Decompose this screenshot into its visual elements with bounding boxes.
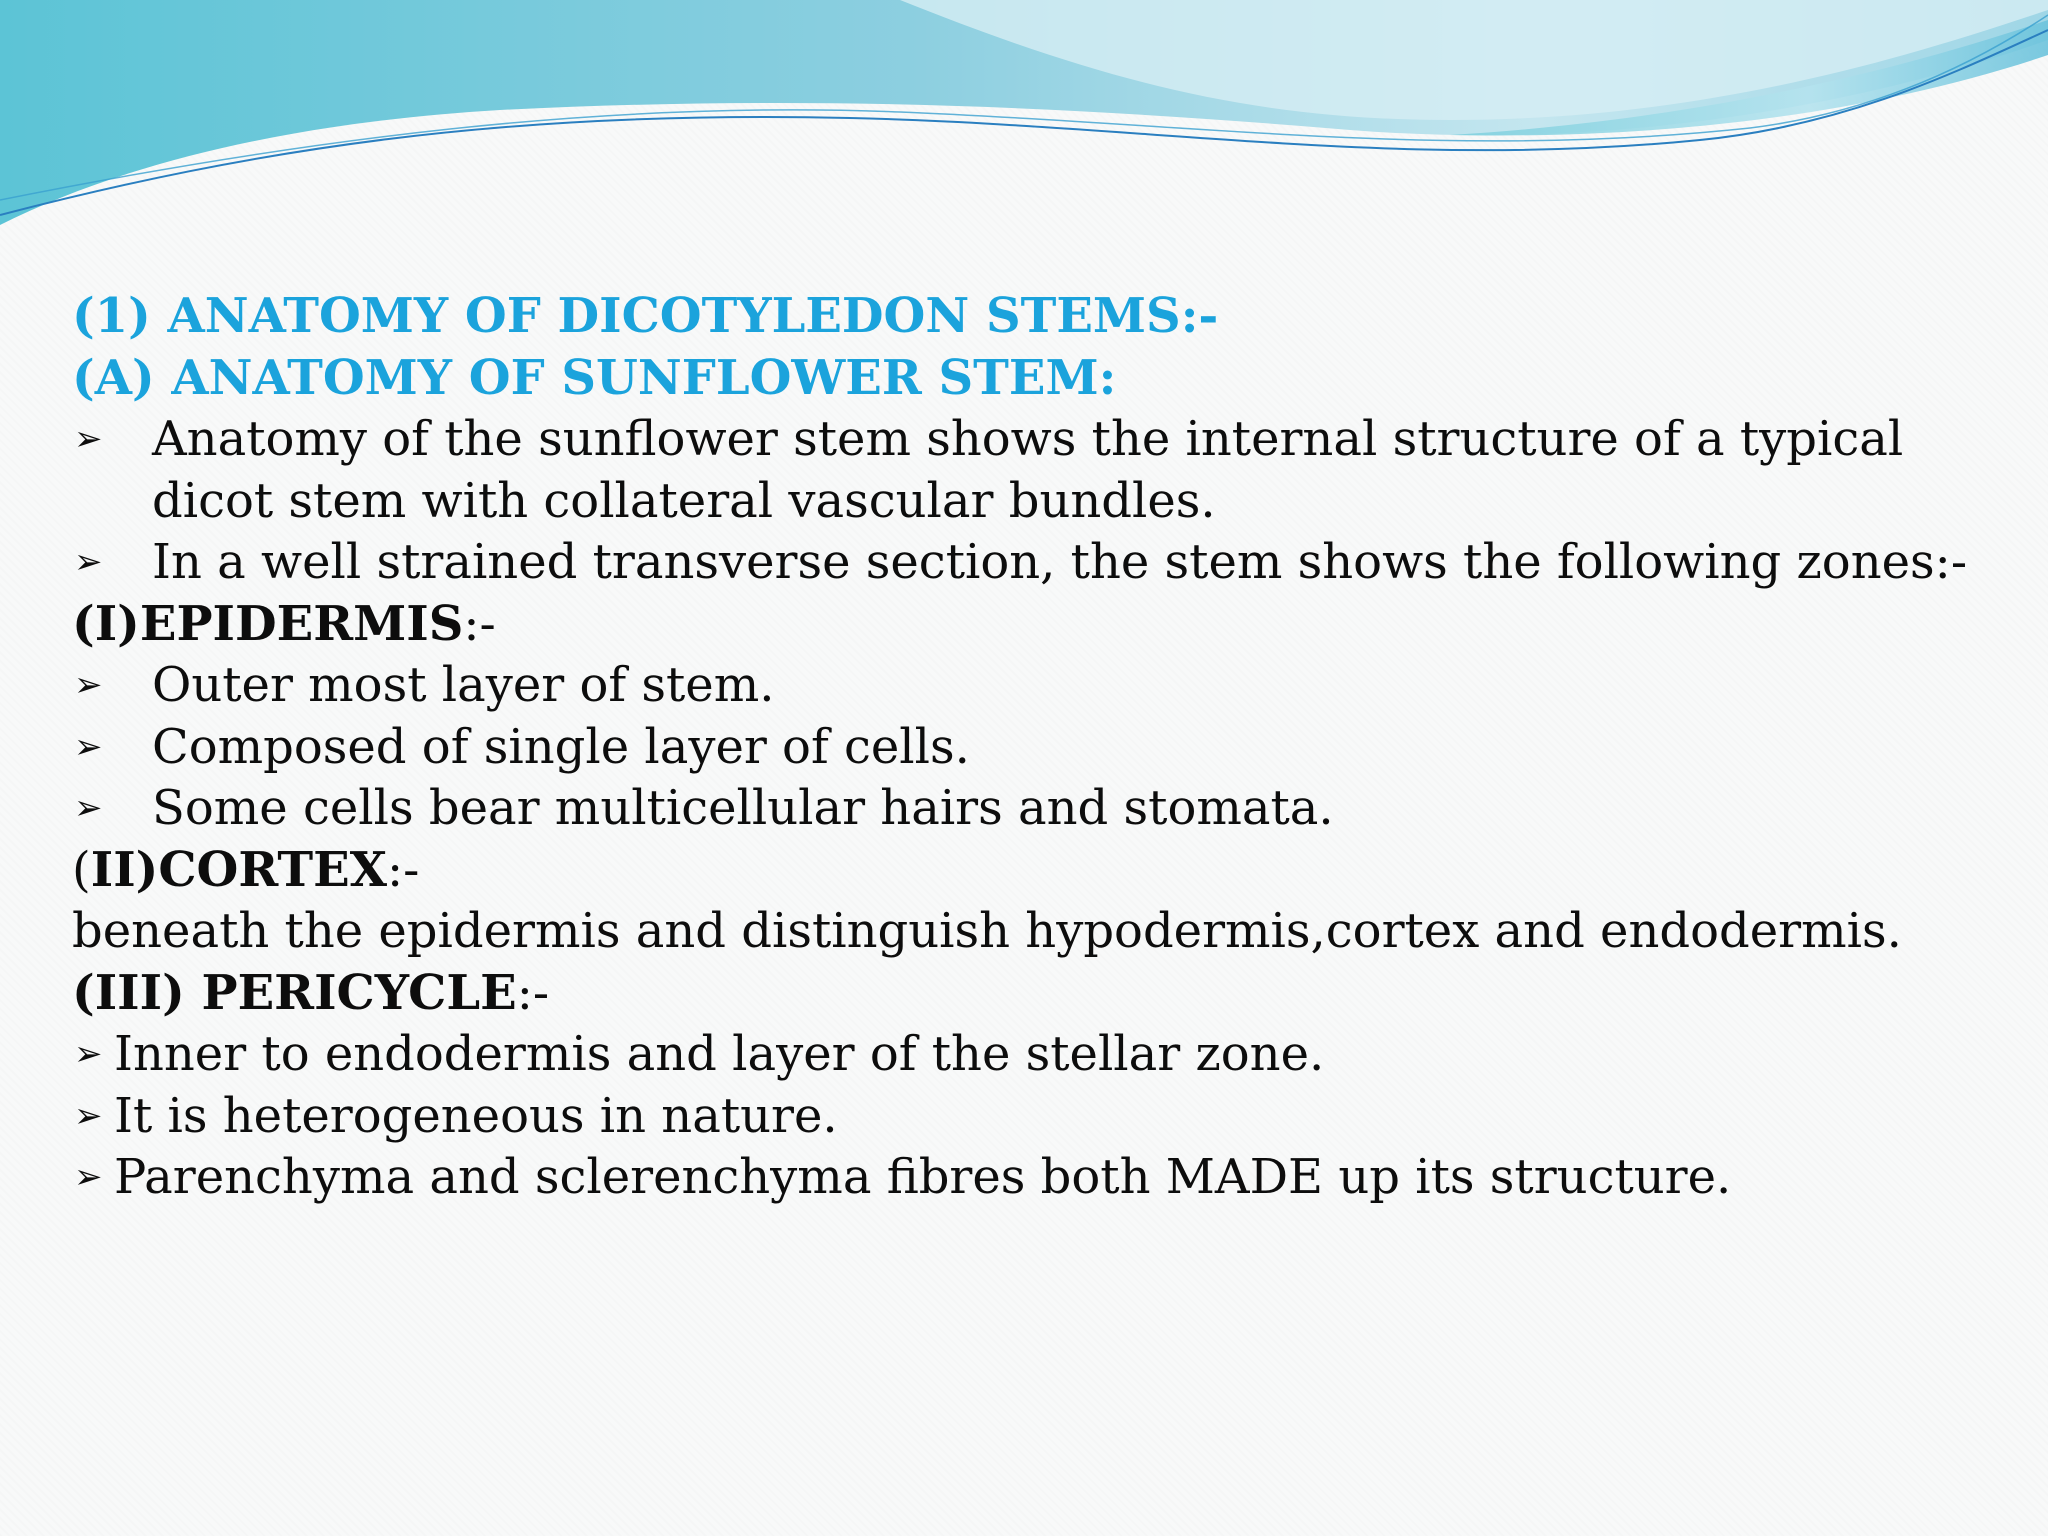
- arrow-bullet-icon: ➢: [74, 1157, 103, 1197]
- bullet-text: Some cells bear multicellular hairs and stomata.: [152, 780, 1334, 836]
- arrow-bullet-icon: ➢: [74, 665, 103, 705]
- main-heading: (1) ANATOMY OF DICOTYLEDON STEMS:-: [72, 288, 1219, 344]
- bullet-text: Parenchyma and sclerenchyma fibres both MADE up its structure.: [114, 1149, 1732, 1205]
- arrow-bullet-icon: ➢: [74, 1095, 103, 1136]
- section-label: (III) PERICYCLE: [72, 964, 517, 1021]
- arrow-bullet-icon: ➢: [74, 1034, 103, 1074]
- cortex-text: beneath the epidermis and distinguish hypodermis,cortex and endodermis.: [72, 903, 1902, 959]
- list-item: [72, 717, 2012, 779]
- section-label: (I)EPIDERMIS: [72, 595, 464, 652]
- bullet-text: It is heterogeneous in nature.: [114, 1087, 838, 1144]
- sub-heading: (A) ANATOMY OF SUNFLOWER STEM:: [72, 349, 1117, 406]
- arrow-bullet-icon: ➢: [74, 542, 103, 582]
- list-item: [72, 409, 2012, 532]
- section-suffix: :-: [386, 841, 420, 898]
- arrow-bullet-icon: ➢: [74, 419, 103, 459]
- list-item: [72, 1086, 2012, 1148]
- bullet-text: Anatomy of the sunflower stem shows the internal structure of a typical dicot stem with collateral vascular bundles.: [152, 411, 1904, 529]
- list-item: [72, 1024, 2012, 1086]
- section-suffix: :-: [463, 595, 496, 652]
- list-item: [72, 778, 2012, 840]
- bullet-text: Inner to endodermis and layer of the stellar zone.: [114, 1026, 1325, 1082]
- section-label-open: (: [72, 841, 91, 898]
- bullet-text: Composed of single layer of cells.: [152, 718, 970, 775]
- slide-content: [72, 286, 2012, 1209]
- cortex-heading: [72, 840, 2012, 902]
- decorative-wave-header: [0, 0, 2048, 240]
- epidermis-heading: [72, 594, 2012, 656]
- bullet-text: Outer most layer of stem.: [152, 657, 775, 713]
- arrow-bullet-icon: ➢: [74, 788, 103, 828]
- arrow-bullet-icon: ➢: [74, 726, 103, 767]
- list-item: [72, 655, 2012, 717]
- list-item: [72, 1147, 2012, 1209]
- section-label: II)CORTEX: [90, 841, 387, 898]
- bullet-text: In a well strained transverse section, the stem shows the following zones:-: [152, 534, 1968, 590]
- section-suffix: :-: [516, 964, 550, 1021]
- list-item: [72, 532, 2012, 594]
- pericycle-heading: [72, 963, 2012, 1025]
